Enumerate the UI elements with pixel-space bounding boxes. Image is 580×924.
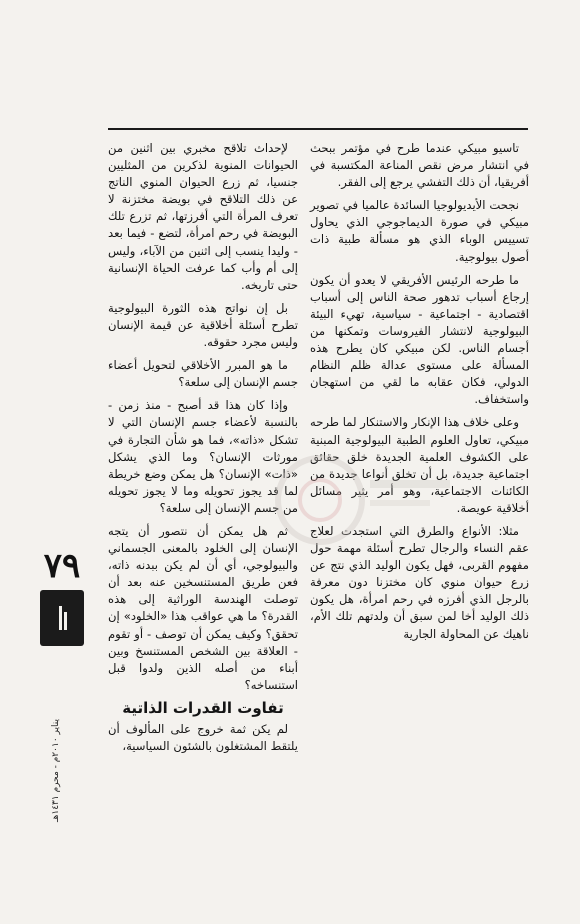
left-paragraph-5: ثم هل يمكن أن نتصور أن يتجه الإنسان إلى الخلود بالمعنى الجسماني والبيولوجي، أي أن لم يكن ببدنه ذاته، فعن طريق المستنسخين عنه بعد أن توصلت الهندسة الوراثية إلى هذه القدرة؟ ما هي عواقب هذا «الخلود» إن تحقق؟ وكيف يمكن أن توصف - أو تقوم - العلاقة بين الشخص المستنسخ وبين أبناء من أصله الذين ولدوا قبل استنساخه؟ — [108, 523, 298, 692]
left-paragraph-6: لم يكن ثمة خروج على المألوف أن يلتقط المشتغلون بالشئون السياسية، — [108, 722, 298, 754]
page-number: ٧٩ — [43, 546, 81, 586]
left-paragraph-3: ما هو المبرر الأخلاقي لتحويل أعضاء جسم الإنسان إلى سلعة؟ — [108, 358, 298, 390]
header-rule — [108, 128, 528, 130]
magazine-logo — [40, 590, 84, 646]
right-paragraph-4: وعلى خلاف هذا الإنكار والاستنكار لما طرحه مبيكي، تعاول العلوم الطبية البيولوجية المبنية على الكشوف العلمية الجديدة خلق حقائق اجتماعية جديدة، بل أن تخلق أنواعا جديدة من الكائنات الاجتماعية، وهو أمر يثير مسائل أخلاقية عويصة. — [310, 415, 529, 515]
hilal-logo-icon — [42, 592, 82, 644]
margin-strip — [32, 548, 92, 893]
section-heading: تفاوت القدرات الذاتية — [122, 698, 284, 717]
issue-info: يناير ٢٠١٠م - محرم ١٤٣١هـ — [51, 719, 61, 823]
left-column — [108, 140, 298, 761]
left-paragraph-4: وإذا كان هذا قد أصبح - منذ زمن - بالنسبة لأعضاء جسم الإنسان التي لا تشكل «ذاته»، فما هو شأن التجارة في مورثات الإنسان؟ وما الذي يشكل «ذات» الإنسان؟ هل يمكن وضع خريطة لما قد يجوز تحويله وما لا يجوز تحويله من جسم الإنسان إلى سلعة؟ — [108, 398, 298, 515]
right-paragraph-2: نجحت الأيديولوجيا السائدة عالميا في تصوير مبيكي في صورة الديماجوجي الذي يحاول تسييس الوباء الذي هو مسألة طبية ذات أصول بيولوجية. — [310, 198, 529, 264]
right-paragraph-3: ما طرحه الرئيس الأفريقي لا يعدو أن يكون إرجاع أسباب تدهور صحة الناس إلى أسباب اقتصادية - اجتماعية - سياسية، تهيء البيئة البيولوجية لانتشار الفيروسات وتمكنها من أجسام الناس. لكن مبيكي كان يطرح هذه المسألة على مستوى عدالة ظلم النظام الدولي، فكان عقابه ما لقي من استهجان واستخفاف. — [310, 272, 529, 407]
left-paragraph-2: بل إن نواتج هذه الثورة البيولوجية تطرح أسئلة أخلاقية عن قيمة الإنسان وليس مجرد حقوقه. — [108, 300, 298, 350]
right-paragraph-1: تاسيو مبيكي عندما طرح في مؤتمر ببحث في انتشار مرض نقص المناعة المكتسبة في أفريقيا، أن ذلك التفشي يرجع إلى الفقر. — [310, 141, 529, 190]
right-paragraph-5: مثلا: الأنواع والطرق التي استجدت لعلاج عقم النساء والرجال تطرح أسئلة مهمة حول مفهوم القربى، فهل يكون الوليد الذي نتج عن زرع حيوان منوي كان مختزنا دون معرفة بالرجل الذي أفرزه في رحم امرأة، هل يكون ذلك الوليد أخا لمن سبق أن ولدتهم تلك الأم، ناهيك عن المحاولة الجارية — [310, 523, 529, 641]
left-paragraph-1: لإحداث تلاقح مخبري بين اثنين من الحيوانات المنوية لذكرين من المثليين جنسيا، ثم زرع الحيوان المنوي الناتج عن ذلك التلاقح في بويضة مختزنة لا تعرف المرأة التي أفرزتها، ثم تزرع تلك البويضة في رحم امرأة، لتضع - فيما بعد - وليدا ينسب إلى اثنين من الآباء، وليس إلى أم وأب كما عرفت الحياة الإنسانية حتى تاريخه. — [108, 141, 298, 292]
right-column — [310, 140, 529, 649]
